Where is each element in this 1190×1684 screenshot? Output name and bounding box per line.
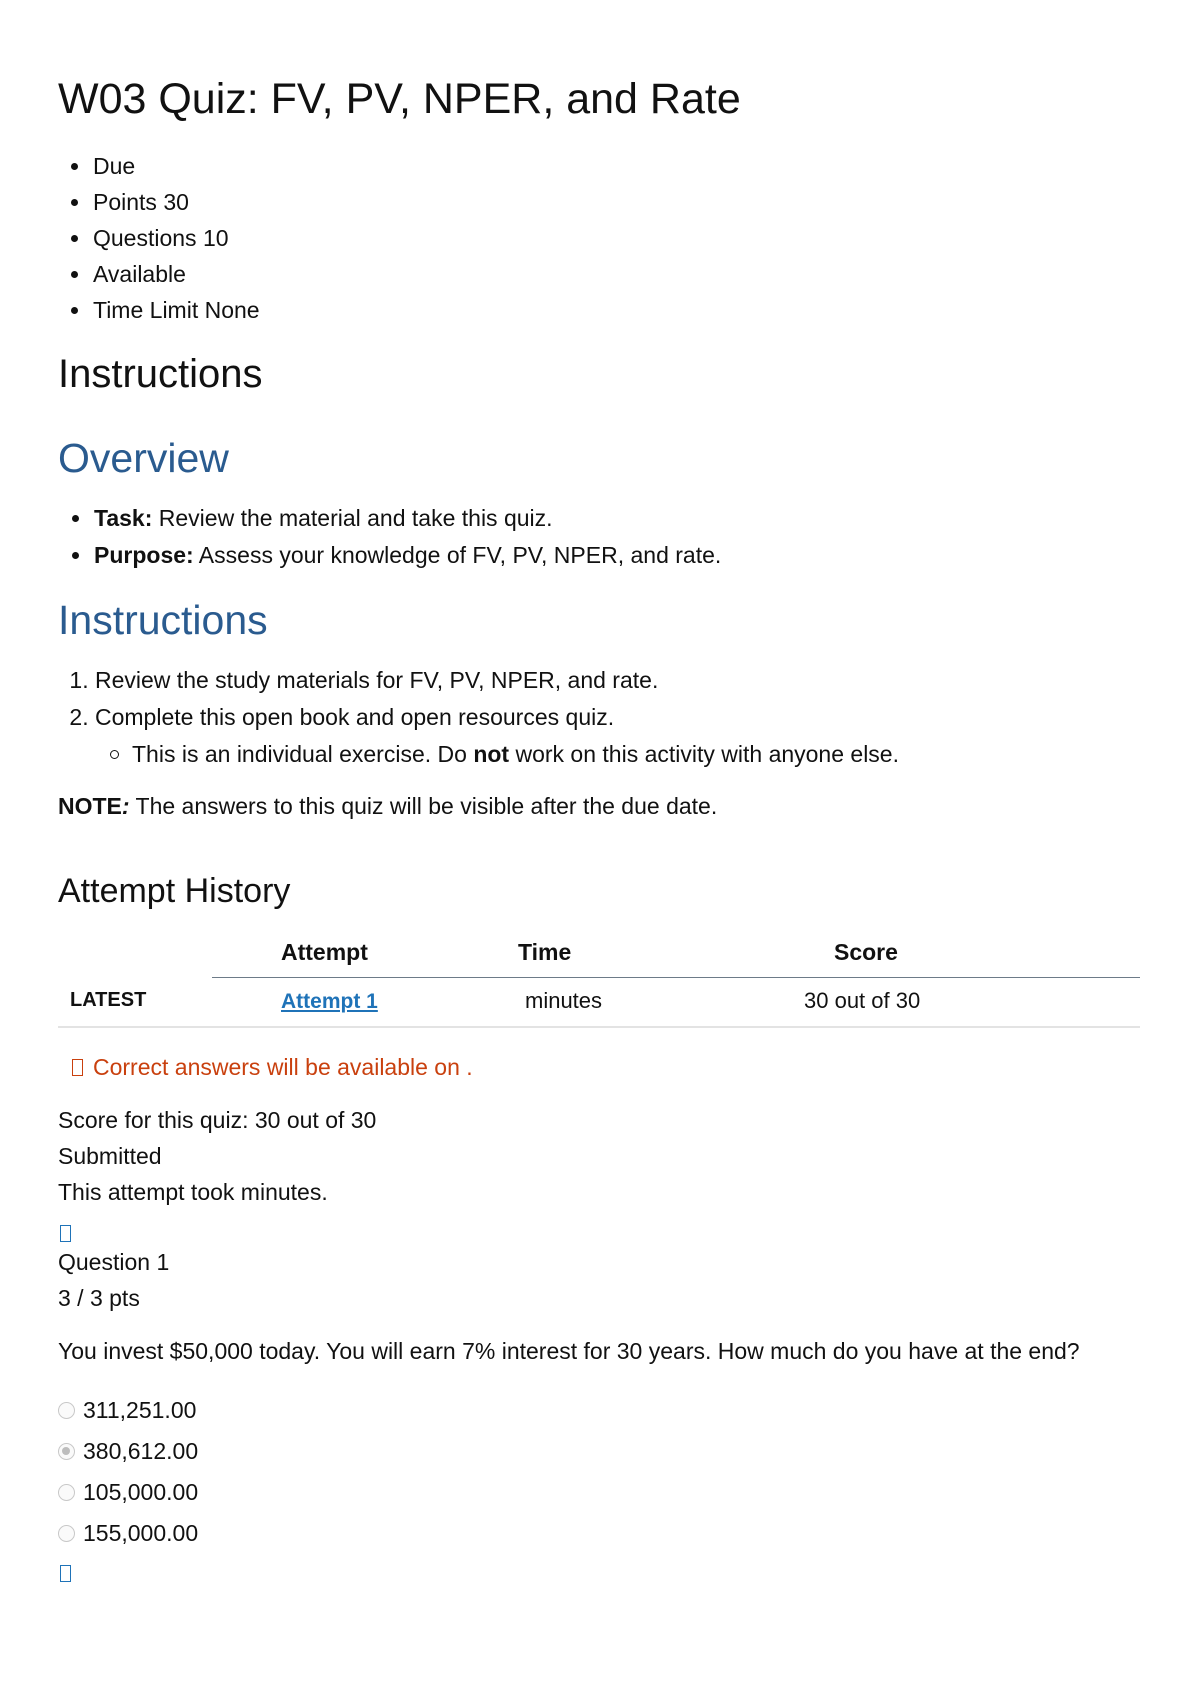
attempt-1-link[interactable]: Attempt 1 (281, 990, 378, 1013)
column-header-time: Time (467, 935, 737, 978)
answer-option[interactable] (58, 1472, 1132, 1513)
sub-step-bold: not (473, 741, 510, 767)
quiz-meta-list (58, 148, 1132, 328)
answer-option[interactable] (58, 1390, 1132, 1431)
task-text: Review the material and take this quiz. (152, 505, 553, 531)
sub-step (132, 736, 1132, 773)
radio-button[interactable] (58, 1402, 75, 1419)
table-row (58, 978, 1140, 1028)
table-header-blank (58, 935, 212, 978)
missing-glyph-icon (60, 1565, 71, 1582)
latest-tag: LATEST (58, 978, 212, 1028)
note (58, 789, 1132, 823)
attempt-duration: This attempt took minutes. (58, 1179, 328, 1205)
sub-step-after: work on this activity with anyone else. (509, 741, 899, 767)
overview-heading: Overview (58, 435, 229, 481)
radio-button[interactable] (58, 1484, 75, 1501)
question-text: You invest $50,000 today. You will earn 7% interest for 30 years. How much do you have at the end? (58, 1338, 1080, 1364)
submission-status: Submitted (58, 1143, 162, 1169)
score-cell: 30 out of 30 (737, 978, 1140, 1028)
step-2 (95, 699, 1132, 773)
sub-step-before: This is an individual exercise. Do (132, 741, 474, 767)
step-2-sublist (95, 736, 1132, 773)
correct-answers-notice (72, 1050, 1132, 1084)
score-block (58, 1102, 1132, 1210)
answer-label: 105,000.00 (83, 1479, 199, 1505)
attempt-history-table (58, 935, 1140, 1028)
meta-available: Available (93, 256, 1132, 292)
attempt-cell (212, 978, 467, 1028)
meta-points: Points 30 (93, 184, 1132, 220)
answer-list (58, 1390, 1132, 1554)
note-label: NOTE (58, 793, 122, 819)
correct-answers-text: Correct answers will be available on . (93, 1054, 473, 1080)
overview-purpose (94, 537, 1132, 574)
note-colon: : (121, 793, 130, 819)
answer-label: 380,612.00 (83, 1438, 199, 1464)
question-flag-icon[interactable] (60, 1220, 1132, 1244)
step-1-text: Review the study materials for FV, PV, NPER, and rate. (95, 667, 659, 693)
answer-label: 311,251.00 (83, 1397, 197, 1423)
instructions-heading: Instructions (58, 352, 263, 396)
column-header-score: Score (737, 935, 1140, 978)
step-1 (95, 662, 1132, 699)
radio-button-selected[interactable] (58, 1443, 75, 1460)
instruction-steps (58, 662, 1132, 773)
question-header (58, 1244, 1132, 1316)
question-points: 3 / 3 pts (58, 1285, 140, 1311)
answer-option[interactable] (58, 1513, 1132, 1554)
time-cell: minutes (467, 978, 737, 1028)
overview-task (94, 500, 1132, 537)
question-end-icon (60, 1560, 1132, 1584)
step-2-text: Complete this open book and open resources quiz. (95, 704, 615, 730)
column-header-attempt: Attempt (212, 935, 467, 978)
meta-due: Due (93, 148, 1132, 184)
table-header-row (58, 935, 1140, 978)
meta-questions: Questions 10 (93, 220, 1132, 256)
note-text: The answers to this quiz will be visible after the due date. (129, 793, 718, 819)
score-line: Score for this quiz: 30 out of 30 (58, 1107, 377, 1133)
radio-button[interactable] (58, 1525, 75, 1542)
question-number: Question 1 (58, 1249, 170, 1275)
purpose-label: Purpose: (94, 542, 194, 568)
answer-label: 155,000.00 (83, 1520, 199, 1546)
missing-glyph-icon (60, 1225, 71, 1242)
answer-option[interactable] (58, 1431, 1132, 1472)
missing-glyph-icon (72, 1059, 83, 1076)
attempt-history-heading: Attempt History (58, 872, 291, 910)
meta-time-limit: Time Limit None (93, 292, 1132, 328)
task-label: Task: (94, 505, 153, 531)
page-title: W03 Quiz: FV, PV, NPER, and Rate (58, 75, 741, 123)
purpose-text: Assess your knowledge of FV, PV, NPER, and rate. (193, 542, 722, 568)
overview-list (58, 500, 1132, 574)
instructions-subheading: Instructions (58, 597, 268, 643)
